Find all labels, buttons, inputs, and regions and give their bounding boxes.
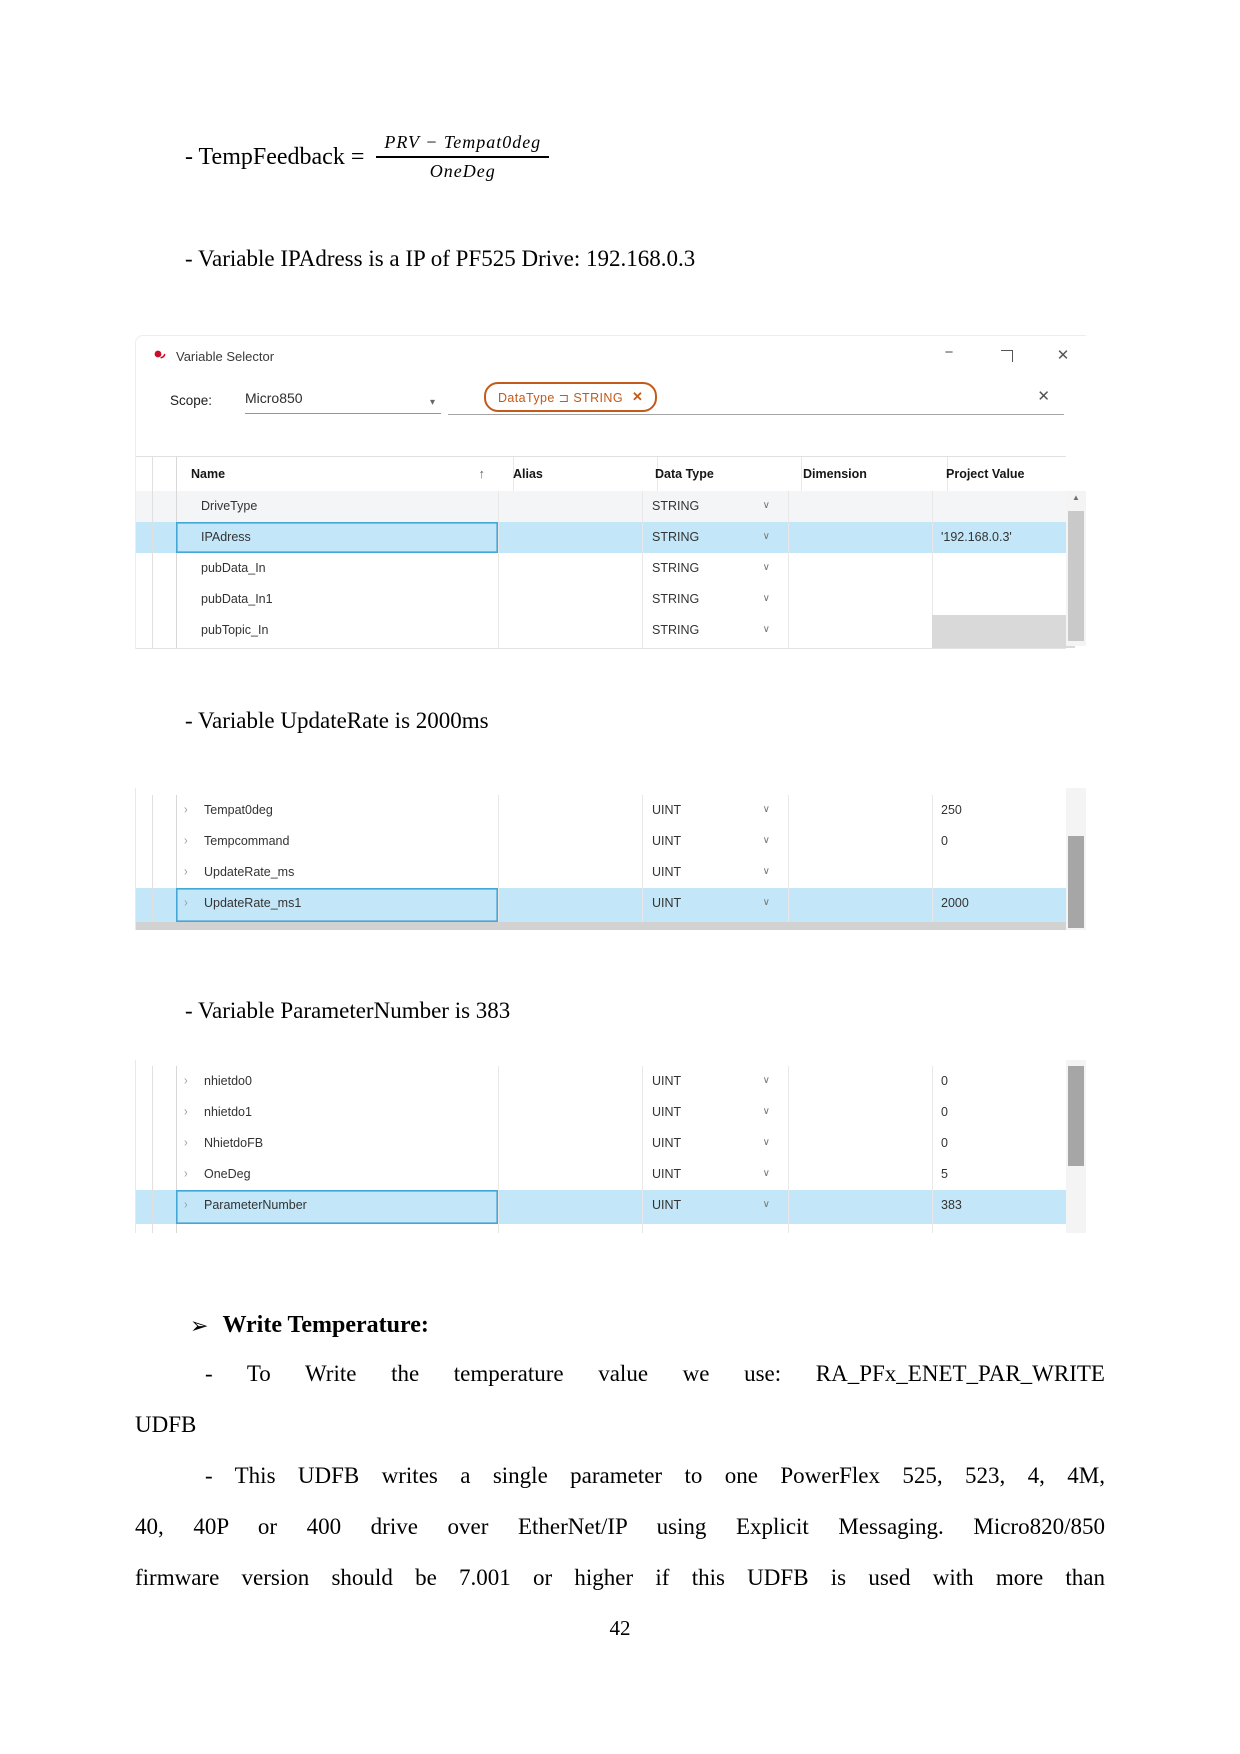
variable-selector-window <box>135 335 1086 649</box>
name-cell <box>176 491 499 522</box>
sort-ascending-icon[interactable]: ↑ <box>478 466 485 481</box>
data-type-cell <box>642 1224 789 1233</box>
data-type-cell <box>642 615 789 648</box>
cropped-row <box>136 922 1066 930</box>
fraction-denominator: OneDeg <box>429 161 496 181</box>
variable-name: NhietdoFB <box>204 1136 264 1150</box>
variable-name: Tempat0deg <box>204 803 273 817</box>
project-value-cell <box>932 584 1075 615</box>
dimension-cell <box>788 1097 933 1128</box>
project-value-cell: 5 <box>941 1167 948 1181</box>
body-line: firmware version should be 7.001 or higher if this UDFB is used with more than <box>135 1565 1105 1590</box>
project-value-cell <box>932 553 1075 584</box>
name-cell <box>176 553 499 584</box>
name-cell <box>176 1066 499 1097</box>
data-type-value: UINT <box>652 896 682 910</box>
alias-cell <box>498 1190 643 1224</box>
scope-label: Scope: <box>170 393 213 408</box>
row-gutter <box>152 615 177 648</box>
caption-ip-address: - Variable IPAdress is a IP of PF525 Drive: 192.168.0.3 <box>185 246 696 271</box>
row-margin <box>136 522 153 553</box>
data-type-cell <box>642 1066 789 1097</box>
column-project-value-label: Project Value <box>946 467 1025 481</box>
formula-prefix: - TempFeedback = <box>185 143 365 170</box>
chevron-down-icon: ▾ <box>429 397 435 408</box>
dimension-cell <box>788 826 933 857</box>
project-value-cell <box>932 857 1075 888</box>
row-margin <box>136 795 153 826</box>
row-margin <box>136 1066 153 1097</box>
data-type-value: STRING <box>652 530 700 544</box>
variable-name: IPAdress <box>201 530 251 544</box>
project-value-cell: 2000 <box>941 896 969 910</box>
table-row[interactable] <box>136 1097 1066 1129</box>
column-name-label: Name <box>191 467 226 481</box>
window-title: Variable Selector <box>176 349 275 364</box>
row-gutter <box>152 795 177 826</box>
write-temperature-heading <box>190 1312 429 1339</box>
row-margin <box>136 1097 153 1128</box>
chevron-down-icon[interactable]: ∨ <box>762 562 770 573</box>
variable-name: pubData_In <box>201 561 266 575</box>
data-type-value: UINT <box>652 865 682 879</box>
name-cell <box>176 1097 499 1128</box>
caption-update-rate: - Variable UpdateRate is 2000ms <box>185 708 489 733</box>
row-margin <box>136 1190 153 1224</box>
table-row-selected[interactable] <box>136 1190 1066 1225</box>
dimension-cell <box>788 1224 933 1233</box>
data-type-value: UINT <box>652 834 682 848</box>
body-line: 40, 40P or 400 drive over EtherNet/IP using Explicit Messaging. Micro820/850 <box>135 1514 1105 1539</box>
chevron-down-icon[interactable]: ∨ <box>762 897 770 908</box>
variable-name: UpdateRate_ms <box>204 865 295 879</box>
table-row[interactable] <box>136 1066 1066 1098</box>
data-type-cell <box>642 491 789 522</box>
alias-cell <box>498 826 643 857</box>
variable-name: ParameterNumber <box>204 1198 307 1212</box>
expand-icon[interactable]: › <box>184 1166 188 1182</box>
data-type-value: UINT <box>652 803 682 817</box>
search-clear-icon[interactable]: ✕ <box>1037 388 1050 405</box>
dimension-cell <box>788 888 933 922</box>
dimension-cell <box>788 795 933 826</box>
name-cell <box>176 584 499 615</box>
column-header-project-value[interactable] <box>932 457 1080 492</box>
vertical-scrollbar[interactable] <box>1066 788 1086 930</box>
expand-icon[interactable]: › <box>184 802 188 818</box>
data-type-cell <box>642 795 789 826</box>
alias-cell <box>498 1128 643 1159</box>
name-cell <box>176 1190 499 1224</box>
table-header <box>136 456 1066 493</box>
table-row[interactable] <box>136 553 1066 585</box>
table-row[interactable] <box>136 615 1066 649</box>
row-margin <box>136 1224 153 1233</box>
expand-icon[interactable]: › <box>184 895 188 911</box>
body-line: - This UDFB writes a single parameter to one PowerFlex 525, 523, 4, 4M, <box>205 1463 1105 1488</box>
page-number: 42 <box>609 1616 631 1640</box>
name-cell <box>176 615 499 648</box>
dimension-cell <box>788 553 933 584</box>
expand-icon[interactable]: › <box>184 1197 188 1213</box>
alias-cell <box>498 491 643 522</box>
alias-cell <box>498 857 643 888</box>
project-value-cell: '192.168.0.3' <box>941 530 1012 544</box>
alias-cell <box>498 795 643 826</box>
title-bar <box>136 336 1086 376</box>
filter-search-input[interactable] <box>448 382 1064 415</box>
alias-cell <box>498 888 643 922</box>
table-row[interactable] <box>136 584 1066 616</box>
row-margin <box>136 826 153 857</box>
project-value-cell: 383 <box>941 1198 962 1212</box>
chip-close-icon[interactable]: ✕ <box>631 389 644 404</box>
variable-name: Tempcommand <box>204 834 290 848</box>
row-margin <box>136 491 153 522</box>
parameter-number-table <box>135 1060 1086 1233</box>
data-type-value: STRING <box>652 561 700 575</box>
chevron-down-icon[interactable]: ∨ <box>762 593 770 604</box>
alias-cell <box>498 615 643 648</box>
variable-name: DriveType <box>201 499 258 513</box>
data-type-cell <box>642 826 789 857</box>
alias-cell <box>498 553 643 584</box>
row-margin <box>136 584 153 615</box>
dimension-cell <box>788 1066 933 1097</box>
chevron-down-icon[interactable]: ∨ <box>762 1106 770 1117</box>
name-cell <box>176 1224 499 1233</box>
chevron-down-icon[interactable]: ∨ <box>762 1168 770 1179</box>
datatype-filter-chip[interactable] <box>484 382 657 412</box>
close-button[interactable]: ✕ <box>1056 347 1070 364</box>
maximize-button[interactable] <box>994 346 1020 366</box>
row-gutter <box>152 857 177 888</box>
chevron-down-icon[interactable]: ∨ <box>762 866 770 877</box>
row-margin <box>136 553 153 584</box>
header-margin <box>136 457 153 492</box>
data-type-cell <box>642 1159 789 1190</box>
row-gutter <box>152 826 177 857</box>
data-type-cell <box>642 857 789 888</box>
variable-name: OneDeg <box>204 1167 251 1181</box>
vertical-scrollbar[interactable] <box>1066 1060 1086 1233</box>
row-gutter <box>152 553 177 584</box>
table-row[interactable] <box>136 1159 1066 1191</box>
dimension-cell <box>788 615 933 648</box>
table-row[interactable] <box>136 826 1066 858</box>
column-data-type-label: Data Type <box>655 467 714 481</box>
data-type-value: STRING <box>652 592 700 606</box>
scrollbar-thumb[interactable] <box>1068 1066 1084 1166</box>
data-type-value: UINT <box>652 1136 682 1150</box>
data-type-cell <box>642 522 789 553</box>
chevron-down-icon[interactable]: ∨ <box>762 531 770 542</box>
body-line: UDFB <box>135 1412 197 1437</box>
variable-name: UpdateRate_ms1 <box>204 896 302 910</box>
alias-cell <box>498 1097 643 1128</box>
fraction-numerator: PRV − Tempat0deg <box>376 132 549 158</box>
chevron-down-icon[interactable]: ∨ <box>762 1137 770 1148</box>
chevron-down-icon[interactable]: ∨ <box>762 804 770 815</box>
temp-feedback-formula <box>185 132 549 182</box>
table-row[interactable] <box>136 1128 1066 1160</box>
dimension-cell <box>788 491 933 522</box>
data-type-cell <box>642 888 789 922</box>
caption-parameter-number: - Variable ParameterNumber is 383 <box>185 998 511 1023</box>
row-gutter <box>152 584 177 615</box>
body-line: - To Write the temperature value we use: RA_PFx_ENET_PAR_WRITE <box>205 1361 1105 1386</box>
row-gutter <box>152 522 177 553</box>
data-type-cell <box>642 1097 789 1128</box>
filter-chip-label: DataType ⊐ STRING <box>498 390 623 405</box>
row-gutter <box>152 1159 177 1190</box>
name-cell <box>176 1159 499 1190</box>
dimension-cell <box>788 1128 933 1159</box>
data-type-value: UINT <box>652 1105 682 1119</box>
row-gutter <box>152 1128 177 1159</box>
column-header-data-type[interactable] <box>642 457 802 492</box>
dimension-cell <box>788 1159 933 1190</box>
maximize-icon <box>1001 350 1013 362</box>
chevron-down-icon[interactable]: ∨ <box>762 500 770 511</box>
table-row-selected[interactable] <box>136 888 1066 923</box>
variable-name: pubTopic_In <box>201 623 269 637</box>
column-alias-label: Alias <box>513 467 543 481</box>
data-type-value: STRING <box>652 499 700 513</box>
header-gutter <box>152 457 177 492</box>
alias-cell <box>498 1159 643 1190</box>
row-gutter <box>152 1097 177 1128</box>
chevron-down-icon[interactable]: ∨ <box>762 1075 770 1086</box>
alias-cell <box>498 522 643 553</box>
column-header-name[interactable] <box>176 457 514 492</box>
variable-selector-icon <box>153 348 168 368</box>
update-rate-table <box>135 788 1086 930</box>
row-margin <box>136 1159 153 1190</box>
row-gutter <box>152 888 177 922</box>
project-value-cell: 0 <box>941 1105 948 1119</box>
name-cell <box>176 1128 499 1159</box>
project-value-cell <box>932 615 1075 648</box>
row-margin <box>136 857 153 888</box>
variable-name: nhietdo0 <box>204 1074 252 1088</box>
scope-value: Micro850 <box>245 390 303 406</box>
body-paragraphs <box>135 1358 1105 1613</box>
project-value-cell: 0 <box>941 834 948 848</box>
dimension-cell <box>788 522 933 553</box>
scrollbar-thumb[interactable] <box>1068 511 1084 641</box>
vertical-scrollbar[interactable] <box>1066 491 1086 646</box>
project-value-cell <box>932 491 1075 522</box>
table-row[interactable] <box>136 795 1066 827</box>
variable-name: nhietdo1 <box>204 1105 252 1119</box>
data-type-cell <box>642 584 789 615</box>
dimension-cell <box>788 857 933 888</box>
name-cell <box>176 522 499 553</box>
dimension-cell <box>788 1190 933 1224</box>
column-dimension-label: Dimension <box>803 467 867 481</box>
alias-cell <box>498 1224 643 1233</box>
expand-icon[interactable]: › <box>184 864 188 880</box>
column-header-dimension[interactable] <box>788 457 948 492</box>
data-type-value: UINT <box>652 1074 682 1088</box>
row-gutter <box>152 1066 177 1097</box>
row-margin <box>136 1128 153 1159</box>
name-cell <box>176 888 499 922</box>
chevron-down-icon[interactable]: ∨ <box>762 1199 770 1210</box>
arrow-bullet-icon: ➢ <box>190 1312 209 1338</box>
name-cell <box>176 857 499 888</box>
expand-icon[interactable]: › <box>184 1073 188 1089</box>
data-type-value: UINT <box>652 1198 682 1212</box>
row-gutter <box>152 1190 177 1224</box>
minimize-button[interactable]: − <box>944 344 954 361</box>
cropped-row <box>136 1224 1066 1233</box>
data-type-value: STRING <box>652 623 700 637</box>
name-cell <box>176 826 499 857</box>
variable-name: pubData_In1 <box>201 592 273 606</box>
name-cell <box>176 795 499 826</box>
scope-dropdown[interactable] <box>245 386 441 414</box>
chevron-down-icon[interactable]: ∨ <box>762 624 770 635</box>
data-type-cell <box>642 1190 789 1224</box>
row-margin <box>136 615 153 648</box>
project-value-cell: 250 <box>941 803 962 817</box>
row-gutter <box>152 1224 177 1233</box>
column-header-alias[interactable] <box>498 457 658 492</box>
project-value-cell: 0 <box>941 1136 948 1150</box>
expand-icon[interactable]: › <box>184 833 188 849</box>
expand-icon[interactable]: › <box>184 1104 188 1120</box>
data-type-value: UINT <box>652 1167 682 1181</box>
chevron-down-icon[interactable]: ∨ <box>762 835 770 846</box>
table-row[interactable] <box>136 857 1066 889</box>
dimension-cell <box>788 584 933 615</box>
row-margin <box>136 888 153 922</box>
formula-fraction <box>376 132 549 182</box>
project-value-cell: 0 <box>941 1074 948 1088</box>
data-type-cell <box>642 1128 789 1159</box>
row-gutter <box>152 491 177 522</box>
data-type-cell <box>642 553 789 584</box>
project-value-cell <box>932 1224 1066 1233</box>
table-row[interactable] <box>136 491 1066 523</box>
heading-text: Write Temperature: <box>222 1312 429 1338</box>
expand-icon[interactable]: › <box>184 1135 188 1151</box>
table-row-selected[interactable] <box>136 522 1066 554</box>
scroll-up-icon[interactable]: ▲ <box>1072 493 1080 502</box>
alias-cell <box>498 584 643 615</box>
alias-cell <box>498 1066 643 1097</box>
scrollbar-thumb[interactable] <box>1068 836 1084 928</box>
